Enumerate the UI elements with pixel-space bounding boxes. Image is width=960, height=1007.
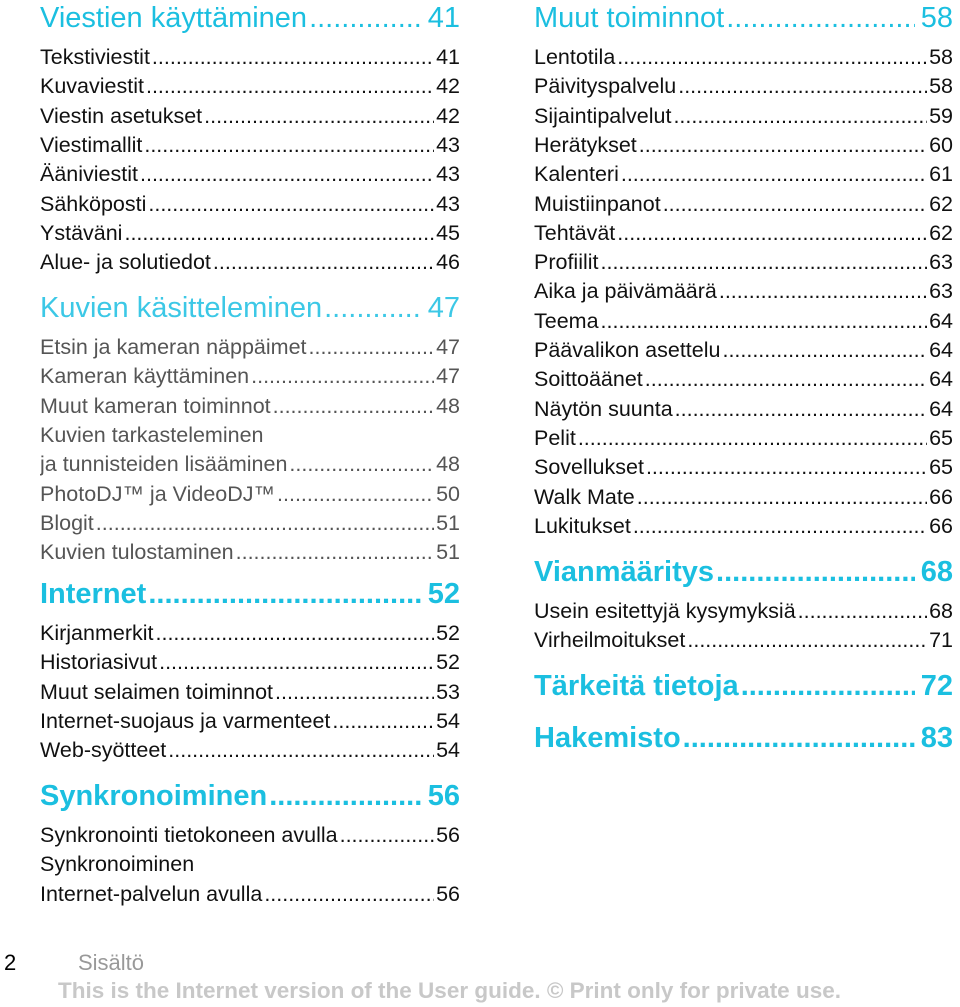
entry-page-number: 68	[929, 599, 953, 623]
toc-entry-line[interactable]: Synkronoiminen	[40, 852, 195, 877]
entry-page-number: 66	[929, 484, 953, 509]
entry-title: Muistiinpanot	[534, 191, 661, 216]
leader-dots	[645, 367, 927, 392]
section-label: Sisältö	[78, 950, 145, 975]
entry-title: Päivityspalvelu	[534, 74, 677, 99]
entry-title: Etsin ja kameran näppäimet	[40, 335, 307, 359]
leader-dots	[646, 455, 927, 480]
leader-dots	[726, 2, 915, 35]
entry-title: Lukitukset	[534, 513, 631, 538]
section-title: Viestien käyttäminen	[40, 2, 308, 34]
entry-page-number: 71	[929, 628, 953, 653]
leader-dots	[683, 722, 915, 755]
entry-title: Internet-palvelun avulla	[40, 881, 263, 906]
entry-page-number: 54	[436, 708, 460, 733]
entry-title: Lentotila	[534, 45, 616, 69]
section-page-number: 41	[427, 2, 460, 34]
entry-page-number: 58	[929, 74, 953, 99]
leader-dots	[124, 221, 434, 246]
entry-page-number: 65	[929, 425, 953, 450]
toc-entry-pelit[interactable]	[534, 426, 953, 454]
watermark: This is the Internet version of the User guide. © Print only for private use.	[58, 978, 841, 1003]
entry-title: PhotoDJ™ ja VideoDJ™	[40, 481, 276, 506]
entry-title: Viestin asetukset	[40, 103, 203, 128]
entry-title: Kuvaviestit	[40, 74, 144, 99]
entry-title: Päävalikon asettelu	[534, 338, 721, 362]
toc-entry-kirjanmerkit[interactable]	[40, 621, 460, 649]
entry-page-number: 60	[929, 132, 953, 157]
entry-title: Web-syötteet	[40, 738, 167, 763]
entry-page-number: 42	[436, 74, 460, 99]
entry-title: Blogit	[40, 510, 94, 535]
leader-dots	[621, 162, 927, 187]
leader-dots	[96, 511, 434, 536]
toc-entry-viestin-asetukset[interactable]	[40, 104, 460, 132]
entry-title: Virheilmoitukset	[534, 628, 686, 653]
entry-title: Historiasivut	[40, 650, 158, 675]
toc-entry-usein-esitettyja-kysymyksia[interactable]	[534, 599, 953, 627]
entry-title: Ystäväni	[40, 220, 123, 245]
section-heading-hakemisto[interactable]	[534, 722, 953, 758]
entry-page-number: 56	[436, 823, 460, 847]
entry-title: Pelit	[534, 425, 576, 450]
leader-dots	[236, 540, 434, 565]
leader-dots	[675, 397, 927, 422]
leader-dots	[277, 482, 434, 507]
section-title: Kuvien käsitteleminen	[40, 292, 323, 324]
entry-title: Sovellukset	[534, 455, 644, 480]
entry-page-number: 66	[929, 513, 953, 538]
toc-entry-paivityspalvelu[interactable]	[534, 74, 953, 102]
toc-entry-line[interactable]: Kuvien tarkasteleminen	[40, 422, 264, 447]
toc-entry-synkronointi-tietokoneen-avulla[interactable]	[40, 823, 460, 851]
section-heading-muut-toiminnot[interactable]	[534, 2, 953, 38]
toc-entry-internet-palvelun-avulla[interactable]	[40, 882, 460, 910]
page-number: 2	[4, 950, 17, 975]
entry-page-number: 47	[436, 335, 460, 359]
entry-page-number: 64	[929, 367, 953, 392]
toc-entry-alue-ja-solutiedot[interactable]	[40, 250, 460, 278]
entry-title: Usein esitettyjä kysymyksiä	[534, 599, 796, 623]
leader-dots	[309, 335, 434, 360]
leader-dots	[148, 192, 434, 217]
leader-dots	[156, 621, 435, 646]
leader-dots	[144, 133, 434, 158]
leader-dots	[159, 650, 434, 675]
toc-entry-lukitukset[interactable]	[534, 514, 953, 542]
entry-page-number: 46	[436, 250, 460, 275]
entry-title: Synkronointi tietokoneen avulla	[40, 823, 338, 847]
toc-entry-profiilit[interactable]	[534, 250, 953, 278]
leader-dots	[324, 292, 422, 325]
entry-page-number: 41	[436, 45, 460, 69]
toc-entry-photodj-ja-videodj[interactable]	[40, 482, 460, 510]
toc-entry-soittoaanet[interactable]	[534, 367, 953, 395]
toc-entry-sijaintipalvelut[interactable]	[534, 104, 953, 132]
leader-dots	[663, 192, 927, 217]
leader-dots	[152, 45, 434, 70]
toc-entry-etsin-ja-kameran-nappaimet[interactable]	[40, 335, 460, 363]
section-page-number: 56	[427, 780, 460, 812]
entry-page-number: 48	[436, 452, 460, 477]
leader-dots	[722, 338, 927, 363]
entry-page-number: 65	[929, 455, 953, 480]
entry-page-number: 43	[436, 132, 460, 157]
section-heading-kuvien-kasitteleminen[interactable]	[40, 292, 460, 328]
entry-title: Kameran käyttäminen	[40, 364, 250, 389]
leader-dots	[140, 162, 434, 187]
section-page-number: 58	[920, 2, 953, 34]
toc-entry-muut-kameran-toiminnot[interactable]	[40, 394, 460, 422]
toc-entry-kuvaviestit[interactable]	[40, 74, 460, 102]
section-title: Synkronoiminen	[40, 780, 268, 812]
section-page-number: 68	[920, 556, 953, 588]
toc-entry-walk-mate[interactable]	[534, 485, 953, 513]
toc-entry-sahkoposti[interactable]	[40, 192, 460, 220]
entry-title: Walk Mate	[534, 484, 635, 509]
toc-entry-lentotila[interactable]	[534, 45, 953, 73]
entry-title: Tekstiviestit	[40, 45, 150, 69]
section-page-number: 83	[920, 722, 953, 754]
leader-dots	[578, 426, 927, 451]
leader-dots	[251, 364, 434, 389]
leader-dots	[673, 104, 927, 129]
toc-entry-viestimallit[interactable]	[40, 133, 460, 161]
section-title: Tärkeitä tietoja	[534, 670, 739, 702]
toc-entry-aaniviestit[interactable]	[40, 162, 460, 190]
leader-dots	[601, 250, 927, 275]
entry-page-number: 63	[929, 279, 953, 304]
leader-dots	[741, 670, 915, 703]
entry-title: Aika ja päivämäärä	[534, 279, 717, 304]
leader-dots	[639, 133, 927, 158]
leader-dots	[269, 780, 422, 813]
leader-dots	[168, 738, 434, 763]
entry-page-number: 43	[436, 191, 460, 216]
entry-title: Ääniviestit	[40, 162, 138, 187]
entry-title: Alue- ja solutiedot	[40, 250, 211, 275]
entry-page-number: 47	[436, 364, 460, 389]
section-heading-vianmaaritys[interactable]	[534, 556, 953, 592]
entry-title: Muut kameran toiminnot	[40, 393, 271, 418]
entry-title: Kuvien tulostaminen	[40, 540, 234, 565]
entry-page-number: 64	[929, 396, 953, 421]
leader-dots	[332, 709, 434, 734]
entry-page-number: 53	[436, 679, 460, 704]
leader-dots	[617, 45, 927, 70]
entry-title: Tehtävät	[534, 220, 616, 245]
leader-dots	[601, 309, 927, 334]
section-title: Muut toiminnot	[534, 2, 725, 34]
leader-dots	[204, 104, 434, 129]
entry-title: Soittoäänet	[534, 367, 643, 392]
entry-page-number: 50	[436, 481, 460, 506]
section-page-number: 47	[427, 292, 460, 324]
entry-page-number: 58	[929, 45, 953, 69]
entry-page-number: 63	[929, 250, 953, 275]
section-heading-tarkeita-tietoja[interactable]	[534, 670, 953, 706]
entry-page-number: 59	[929, 103, 953, 128]
toc-entry-kalenteri[interactable]	[534, 162, 953, 190]
toc-entry-aika-ja-paivamaara[interactable]	[534, 279, 953, 307]
toc-entry-heratykset[interactable]	[534, 133, 953, 161]
entry-title: Kalenteri	[534, 162, 619, 187]
toc-entry-historiasivut[interactable]	[40, 650, 460, 678]
entry-page-number: 52	[436, 650, 460, 675]
toc-entry-muistiinpanot[interactable]	[534, 192, 953, 220]
entry-page-number: 56	[436, 881, 460, 906]
entry-title: Profiilit	[534, 250, 599, 275]
entry-page-number: 45	[436, 220, 460, 245]
toc-entry-paavalikon-asettelu[interactable]	[534, 338, 953, 366]
section-page-number: 52	[427, 578, 460, 610]
toc-entry-muut-selaimen-toiminnot[interactable]	[40, 680, 460, 708]
leader-dots	[213, 250, 434, 275]
entry-page-number: 64	[929, 338, 953, 362]
toc-entry-blogit[interactable]	[40, 511, 460, 539]
entry-title: Kirjanmerkit	[40, 621, 154, 645]
section-title: Hakemisto	[534, 722, 681, 754]
toc-entry-teema[interactable]	[534, 309, 953, 337]
toc-entry-virheilmoitukset[interactable]	[534, 628, 953, 656]
entry-title: Herätykset	[534, 132, 637, 157]
leader-dots	[719, 279, 927, 304]
toc-entry-tekstiviestit[interactable]	[40, 45, 460, 73]
section-heading-internet[interactable]	[40, 578, 460, 614]
entry-page-number: 51	[436, 510, 460, 535]
leader-dots	[678, 74, 927, 99]
leader-dots	[637, 485, 927, 510]
section-page-number: 72	[920, 670, 953, 702]
section-title: Internet	[40, 578, 147, 610]
entry-page-number: 62	[929, 191, 953, 216]
entry-page-number: 54	[436, 738, 460, 763]
toc-entry-kuvien-tulostaminen[interactable]	[40, 540, 460, 568]
entry-title: Muut selaimen toiminnot	[40, 679, 274, 704]
toc-entry-nayton-suunta[interactable]	[534, 397, 953, 425]
entry-title: Sähköposti	[40, 191, 147, 216]
entry-title: Näytön suunta	[534, 396, 673, 421]
leader-dots	[309, 2, 422, 35]
toc-entry-ja-tunnisteiden-lisaaminen[interactable]	[40, 452, 460, 480]
entry-page-number: 42	[436, 103, 460, 128]
entry-page-number: 61	[929, 162, 953, 187]
toc-entry-tehtavat[interactable]	[534, 221, 953, 249]
leader-dots	[264, 882, 434, 907]
toc-entry-kameran-kayttaminen[interactable]	[40, 364, 460, 392]
entry-page-number: 64	[929, 308, 953, 333]
leader-dots	[716, 556, 915, 589]
leader-dots	[687, 628, 927, 653]
leader-dots	[273, 394, 434, 419]
entry-title: Viestimallit	[40, 132, 143, 157]
toc-entry-sovellukset[interactable]	[534, 455, 953, 483]
leader-dots	[289, 452, 434, 477]
entry-title: Internet-suojaus ja varmenteet	[40, 708, 331, 733]
entry-page-number: 51	[436, 540, 460, 565]
leader-dots	[340, 823, 434, 848]
entry-page-number: 52	[436, 621, 460, 645]
section-heading-synkronoiminen[interactable]	[40, 780, 460, 816]
entry-page-number: 43	[436, 162, 460, 187]
entry-title: ja tunnisteiden lisääminen	[40, 452, 288, 477]
entry-title: Sijaintipalvelut	[534, 103, 672, 128]
toc-entry-web-syotteet[interactable]	[40, 738, 460, 766]
leader-dots	[275, 680, 434, 705]
toc-entry-internet-suojaus-ja-varmenteet[interactable]	[40, 709, 460, 737]
leader-dots	[148, 578, 422, 611]
entry-title: Teema	[534, 308, 599, 333]
entry-page-number: 62	[929, 220, 953, 245]
leader-dots	[617, 221, 927, 246]
leader-dots	[146, 74, 434, 99]
toc-entry-ystavani[interactable]	[40, 221, 460, 249]
leader-dots	[633, 514, 927, 539]
section-heading-viestien-kayttaminen[interactable]	[40, 2, 460, 38]
entry-page-number: 48	[436, 393, 460, 418]
section-title: Vianmääritys	[534, 556, 715, 588]
leader-dots	[798, 599, 927, 624]
